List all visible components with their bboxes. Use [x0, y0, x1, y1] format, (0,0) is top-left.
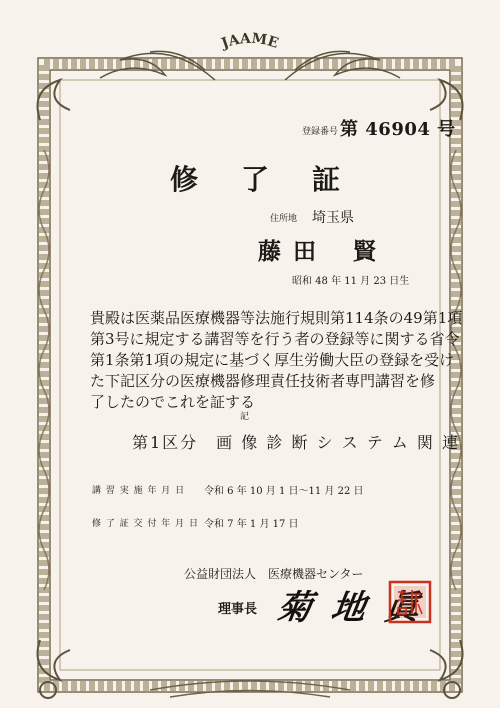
issue-date-value: 令和 7 年 1 月 17 日 — [204, 519, 299, 530]
chairperson-title: 理事長 — [218, 602, 258, 617]
address-value: 埼玉県 — [312, 210, 354, 226]
body-line: 貴殿は医薬品医療機器等法施行規則第114条の49第1項 — [90, 309, 463, 327]
issue-date-label: 修 了 証 交 付 年 月 日 — [92, 519, 200, 529]
training-period-value: 令和 6 年 10 月 1 日〜11 月 22 日 — [204, 486, 364, 497]
official-seal — [388, 580, 432, 624]
body-line: 第3号に規定する講習等を行う者の登録等に関する省令 — [90, 330, 460, 348]
body-line: 第1条第1項の規定に基づく厚生労働大臣の登録を受け — [90, 351, 455, 369]
emblem-text: JAAME — [219, 30, 281, 52]
certificate-title — [170, 158, 340, 198]
body-line: た下記区分の医療機器修理責任技術者専門講習を修 — [90, 372, 436, 390]
chairperson-signature: 菊 地 眞 — [274, 588, 427, 628]
registration-number: 第 46904 号 — [340, 119, 456, 140]
address-label: 住所地 — [270, 214, 298, 224]
issuing-organization: 公益財団法人 医療機器センター — [184, 567, 364, 581]
course-division: 第1区分 画 像 診 断 シ ス テ ム 関 連 — [132, 433, 460, 452]
birth-date: 昭和 48 年 11 月 23 日生 — [292, 276, 410, 287]
registration-label: 登録番号 — [302, 127, 339, 137]
body-line: 了したのでこれを証する — [90, 393, 256, 411]
certificate-body — [90, 308, 463, 413]
title-char: 証 — [311, 163, 340, 196]
recipient-name: 藤 田 賢 — [258, 238, 379, 265]
title-char: 修 — [170, 163, 199, 196]
ki-heading: 記 — [240, 412, 250, 422]
training-period-label: 講 習 実 施 年 月 日 — [92, 486, 186, 496]
title-char: 了 — [240, 163, 269, 196]
